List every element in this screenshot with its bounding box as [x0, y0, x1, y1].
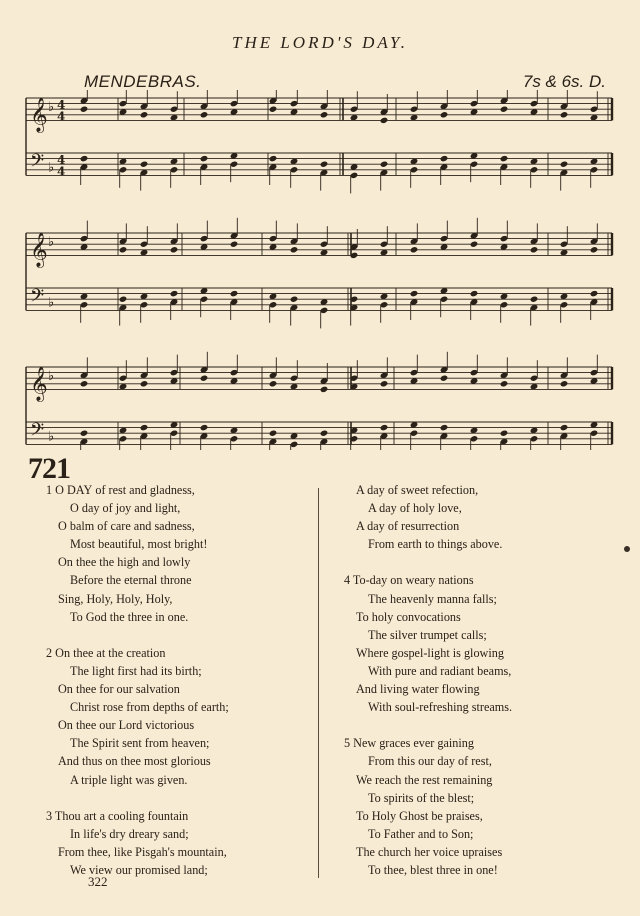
time-sig-top: 4: [57, 98, 66, 113]
note-head: [380, 161, 389, 168]
note-head: [170, 290, 179, 297]
note-head: [590, 290, 599, 297]
verse-line: To thee, blest three in one!: [368, 862, 498, 877]
stanza-3-continued: [344, 481, 634, 553]
verse-line: To holy convocations: [356, 609, 461, 624]
verse-line: In life's dry dreary sand;: [70, 826, 189, 841]
note-head: [269, 430, 278, 437]
note-head: [230, 290, 239, 297]
verse-line: The light first had its birth;: [70, 663, 202, 678]
bass-clef-icon: 𝄢: [30, 150, 45, 176]
drop-word: DAY: [67, 483, 93, 497]
note-head: [440, 424, 449, 431]
note-head: [530, 246, 539, 253]
verse-line: On thee our Lord victorious: [58, 718, 195, 733]
note-head: [560, 424, 569, 431]
stanza-1: [46, 481, 308, 626]
note-head: [440, 155, 449, 162]
note-head: [380, 380, 389, 387]
text-column-right: [344, 481, 634, 897]
note-head: [290, 296, 299, 303]
note-head: [80, 380, 89, 387]
note-head: [380, 117, 389, 124]
verse-line: To God the three in one.: [70, 609, 189, 624]
verse-line: To Holy Ghost be praises,: [356, 808, 483, 823]
note-head: [410, 290, 419, 297]
note-head: [119, 246, 128, 253]
stanza-2: [46, 644, 308, 789]
column-divider: [318, 488, 319, 878]
note-head: [470, 241, 479, 248]
verse-line: Most beautiful, most bright!: [70, 537, 208, 552]
bass-clef-icon: 𝄢: [30, 419, 45, 445]
verse-line: O balm of care and sadness,: [58, 519, 195, 534]
verse-line: O day of joy and light,: [70, 501, 181, 516]
note-head: [440, 111, 449, 118]
verse-line: On thee for our salvation: [58, 682, 180, 697]
tune-name: MENDEBRAS.: [84, 72, 202, 91]
verse-line: [46, 481, 308, 499]
verse-line-rest: of rest and gladness,: [92, 483, 195, 497]
verse-line: Where gospel-light is glowing: [356, 645, 504, 660]
note-head: [500, 430, 509, 437]
flat-icon: ♭: [48, 99, 55, 115]
note-head: [140, 424, 149, 431]
note-head: [269, 380, 278, 387]
note-head: [320, 386, 329, 393]
verse-line: The church her voice upraises: [356, 844, 503, 859]
stanza-5: [344, 734, 634, 879]
verse-line: 4 To-day on weary nations: [344, 573, 474, 588]
note-head: [170, 246, 179, 253]
ink-spot: [624, 546, 630, 552]
note-head: [530, 296, 539, 303]
time-sig-top: 4: [57, 153, 66, 168]
bass-clef-icon: 𝄢: [30, 285, 45, 311]
note-head: [290, 246, 299, 253]
verse-line: We view our promised land;: [70, 862, 208, 877]
stanza-3: [46, 807, 308, 879]
note-head: [320, 161, 329, 168]
verse-line: 5 New graces ever gaining: [344, 736, 474, 751]
note-head: [500, 155, 509, 162]
note-head: [590, 246, 599, 253]
verse-line: And living water flowing: [356, 682, 480, 697]
treble-clef-icon: 𝄞: [30, 366, 48, 402]
verse-line: From earth to things above.: [368, 537, 503, 552]
flat-icon: ♭: [48, 368, 55, 384]
verse-line: On thee the high and lowly: [58, 555, 191, 570]
note-head: [200, 111, 209, 118]
music-score: [0, 90, 640, 450]
verse-line: From this our day of rest,: [368, 754, 492, 769]
verse-line: A day of holy love,: [368, 501, 462, 516]
verse-line: Christ rose from depths of earth;: [70, 700, 229, 715]
note-head: [140, 161, 149, 168]
verse-line: The heavenly manna falls;: [368, 591, 497, 606]
verse-line: 2 On thee at the creation: [46, 645, 166, 660]
note-head: [470, 290, 479, 297]
text-column-left: [46, 481, 308, 897]
verse-line: To spirits of the blest;: [368, 790, 475, 805]
note-head: [230, 241, 239, 248]
note-head: [140, 111, 149, 118]
flat-icon: ♭: [48, 295, 55, 311]
verse-line: We reach the rest remaining: [356, 772, 493, 787]
tune-meter: 7s & 6s. D.: [522, 72, 606, 91]
note-head: [200, 155, 209, 162]
stanza-4: [344, 571, 634, 716]
flat-icon: ♭: [48, 160, 55, 176]
note-head: [200, 424, 209, 431]
note-head: [500, 380, 509, 387]
note-head: [80, 106, 89, 113]
note-head: [560, 111, 569, 118]
note-head: [320, 111, 329, 118]
note-head: [140, 380, 149, 387]
verse-line: And thus on thee most glorious: [58, 754, 211, 769]
flat-icon: ♭: [48, 429, 55, 445]
verse-line: With pure and radiant beams,: [368, 663, 512, 678]
note-head: [560, 161, 569, 168]
page-title: THE LORD'S DAY.: [231, 33, 408, 52]
note-head: [560, 380, 569, 387]
note-head: [200, 375, 209, 382]
verse-line: Sing, Holy, Holy, Holy,: [58, 591, 173, 606]
treble-clef-icon: 𝄞: [30, 232, 48, 268]
hymn-number: 721: [28, 452, 70, 485]
verse-line: A day of resurrection: [356, 519, 460, 534]
flat-icon: ♭: [48, 234, 55, 250]
verse-line: A day of sweet refection,: [356, 483, 479, 497]
verse-line: Before the eternal throne: [70, 573, 192, 588]
verse-line: With soul-refreshing streams.: [368, 700, 513, 715]
note-head: [410, 246, 419, 253]
note-head: [269, 106, 278, 113]
note-head: [80, 155, 89, 162]
verse-line: The silver trumpet calls;: [368, 627, 487, 642]
treble-clef-icon: 𝄞: [30, 97, 48, 133]
note-head: [119, 296, 128, 303]
time-sig-bottom: 4: [57, 164, 66, 179]
note-head: [320, 430, 329, 437]
page-number: 322: [88, 874, 108, 889]
verse-line: 3 Thou art a cooling fountain: [46, 808, 189, 823]
stanza-start: 1 O: [46, 483, 64, 497]
note-head: [80, 430, 89, 437]
verse-line: A triple light was given.: [70, 772, 188, 787]
verse-line: To Father and to Son;: [368, 826, 474, 841]
note-head: [269, 155, 278, 162]
note-head: [440, 375, 449, 382]
note-head: [500, 106, 509, 113]
note-head: [380, 424, 389, 431]
time-sig-bottom: 4: [57, 109, 66, 124]
verse-line: From thee, like Pisgah's mountain,: [58, 844, 227, 859]
verse-line: The Spirit sent from heaven;: [70, 736, 210, 751]
